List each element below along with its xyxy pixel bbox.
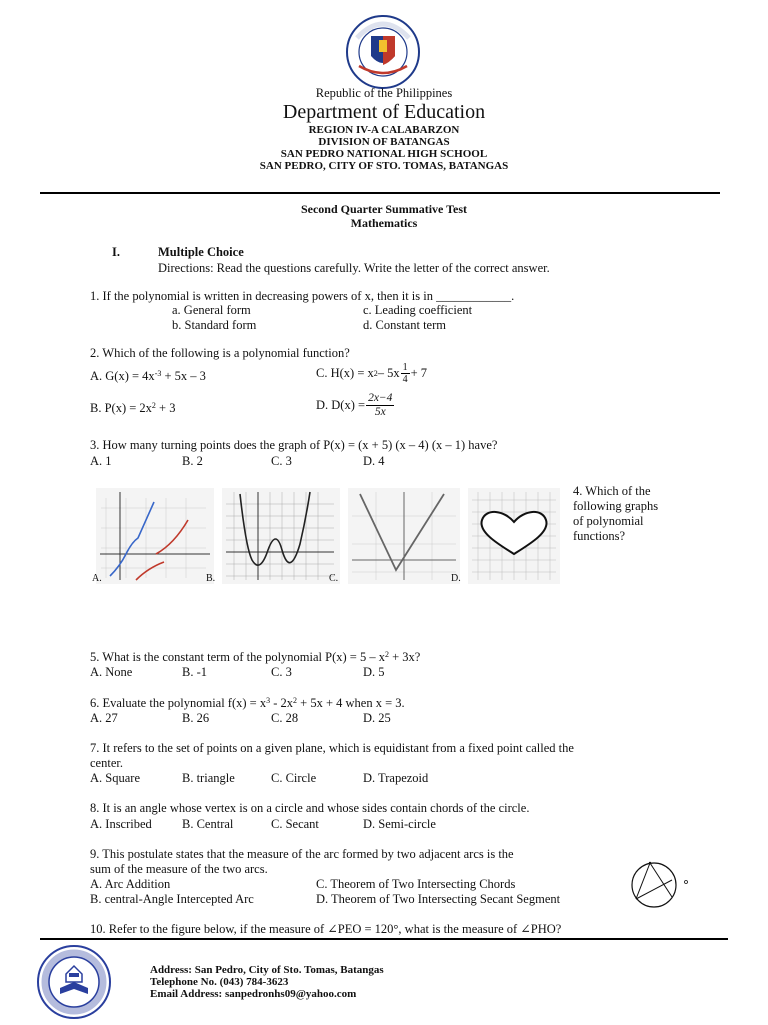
division-line: DIVISION OF BATANGAS xyxy=(318,136,450,148)
question-7-choice-b: B. triangle xyxy=(182,771,235,785)
question-8-choice-a: A. Inscribed xyxy=(90,817,152,831)
question-9-choice-c: C. Theorem of Two Intersecting Chords xyxy=(316,877,516,891)
question-8-choice-c: C. Secant xyxy=(271,817,319,831)
question-3-text: 3. How many turning points does the graph of P(x) = (x + 5) (x – 4) (x – 1) have? xyxy=(90,438,498,452)
question-6-choice-c: C. 28 xyxy=(271,711,299,725)
republic-line: Republic of the Philippines xyxy=(315,86,453,100)
question-7-choice-c: C. Circle xyxy=(271,771,317,785)
school-seal xyxy=(36,944,112,1020)
question-3-choice-b: B. 2 xyxy=(182,454,203,468)
section-name: Multiple Choice xyxy=(158,245,244,259)
question-6-choice-a: A. 27 xyxy=(90,711,118,725)
fraction-d: $\frac{2x-4}{5x}$ xyxy=(368,392,393,418)
question-6-choice-b: B. 26 xyxy=(182,711,210,725)
question-5-choice-c: C. 3 xyxy=(271,665,292,679)
question-3-choice-a: A. 1 xyxy=(90,454,112,468)
question-7-choice-a: A. Square xyxy=(90,771,140,785)
section-directions: Directions: Read the questions carefully. Write the letter of the correct answer. xyxy=(158,261,550,275)
question-2-choice-c: C. H(x) = x 2 – 5x $\frac{1}{4}$ + 7 xyxy=(316,362,428,385)
school-line: SAN PEDRO NATIONAL HIGH SCHOOL xyxy=(280,148,488,160)
footer-address: Address: San Pedro, City of Sto. Tomas, Batangas xyxy=(150,964,384,976)
department-title: Department of Education xyxy=(282,101,486,123)
question-4-line-3: of polynomial xyxy=(573,514,644,528)
deped-seal xyxy=(333,14,433,90)
question-2-text: 2. Which of the following is a polynomial function? xyxy=(90,346,350,360)
question-5-choice-a: A. None xyxy=(90,665,133,679)
footer-email: Email Address: sanpedronhs09@yahoo.com xyxy=(150,988,357,1000)
section-number: I. xyxy=(112,245,120,259)
question-5-text: 5. What is the constant term of the polynomial $P(x) = 5 - x^2 + 3x$? xyxy=(90,650,421,664)
question-9-line-2: sum of the measure of the two arcs. xyxy=(90,862,268,876)
question-8-choice-d: D. Semi-circle xyxy=(363,817,436,831)
question-10-text: 10. Refer to the figure below, if the measure of ∠PEO = 120°, what is the measure of ∠PHO? xyxy=(90,922,562,936)
region-line: REGION IV-A CALABARZON xyxy=(308,124,460,136)
question-8-text: 8. It is an angle whose vertex is on a circle and whose sides contain chords of the circle. xyxy=(90,801,530,815)
question-1-choice-c: c. Leading coefficient xyxy=(363,303,473,317)
address-line: SAN PEDRO, CITY OF STO. TOMAS, BATANGAS xyxy=(259,160,509,172)
question-4-line-1: 4. Which of the xyxy=(573,484,651,498)
graph-b xyxy=(222,488,340,584)
graph-a xyxy=(96,488,214,584)
graph-c-label: C. xyxy=(329,573,339,584)
question-5-choice-b: B. -1 xyxy=(182,665,207,679)
question-6-choice-d: D. 25 xyxy=(363,711,391,725)
fraction-one-fourth: $\frac{1}{4}$ xyxy=(402,362,408,385)
header-divider xyxy=(40,192,720,194)
graph-b-label: B. xyxy=(206,573,216,584)
test-title: Second Quarter Summative Test xyxy=(300,202,468,216)
question-6-text: 6. Evaluate the polynomial $f(x) = x^3 - 2x^2 + 5x + 4$ when x = 3. xyxy=(90,696,405,710)
footer-divider xyxy=(40,938,728,940)
question-9-line-1: 9. This postulate states that the measure of the arc formed by two adjacent arcs is the xyxy=(90,847,514,861)
question-1-choice-b: b. Standard form xyxy=(172,318,257,332)
question-5-choice-d: D. 5 xyxy=(363,665,385,679)
graph-d-label: D. xyxy=(451,573,461,584)
question-7-line-2: center. xyxy=(90,756,123,770)
question-7-choice-d: D. Trapezoid xyxy=(363,771,429,785)
circle-diagram xyxy=(624,856,694,910)
question-2-choice-a: A. $G(x) = 4x^{-3} + 5x - 3$ xyxy=(90,369,206,383)
graph-c xyxy=(348,488,460,584)
footer-telephone: Telephone No. (043) 784-3623 xyxy=(150,976,289,988)
question-4-line-4: functions? xyxy=(573,529,626,543)
question-9-choice-b: B. central-Angle Intercepted Arc xyxy=(90,892,254,906)
question-7-line-1: 7. It refers to the set of points on a given plane, which is equidistant from a fixed point called the xyxy=(90,741,574,755)
question-9-choice-d: D. Theorem of Two Intersecting Secant Segment xyxy=(316,892,561,906)
question-1-choice-a: a. General form xyxy=(172,303,251,317)
question-2-choice-d: D. D(x) = $\frac{2x-4}{5x}$ xyxy=(316,392,393,418)
graph-d xyxy=(468,488,560,584)
graph-a-label: A. xyxy=(92,573,102,584)
question-9-choice-a: A. Arc Addition xyxy=(90,877,171,891)
test-subject: Mathematics xyxy=(350,216,418,230)
question-8-choice-b: B. Central xyxy=(182,817,234,831)
question-3-choice-d: D. 4 xyxy=(363,454,385,468)
question-1-text: 1. If the polynomial is written in decreasing powers of x, then it is in ____________. xyxy=(90,289,515,303)
question-3-choice-c: C. 3 xyxy=(271,454,292,468)
question-4-line-2: following graphs xyxy=(573,499,659,513)
question-1-choice-d: d. Constant term xyxy=(363,318,446,332)
question-2-choice-b: B. $P(x) = 2x^2 + 3$ xyxy=(90,401,176,415)
